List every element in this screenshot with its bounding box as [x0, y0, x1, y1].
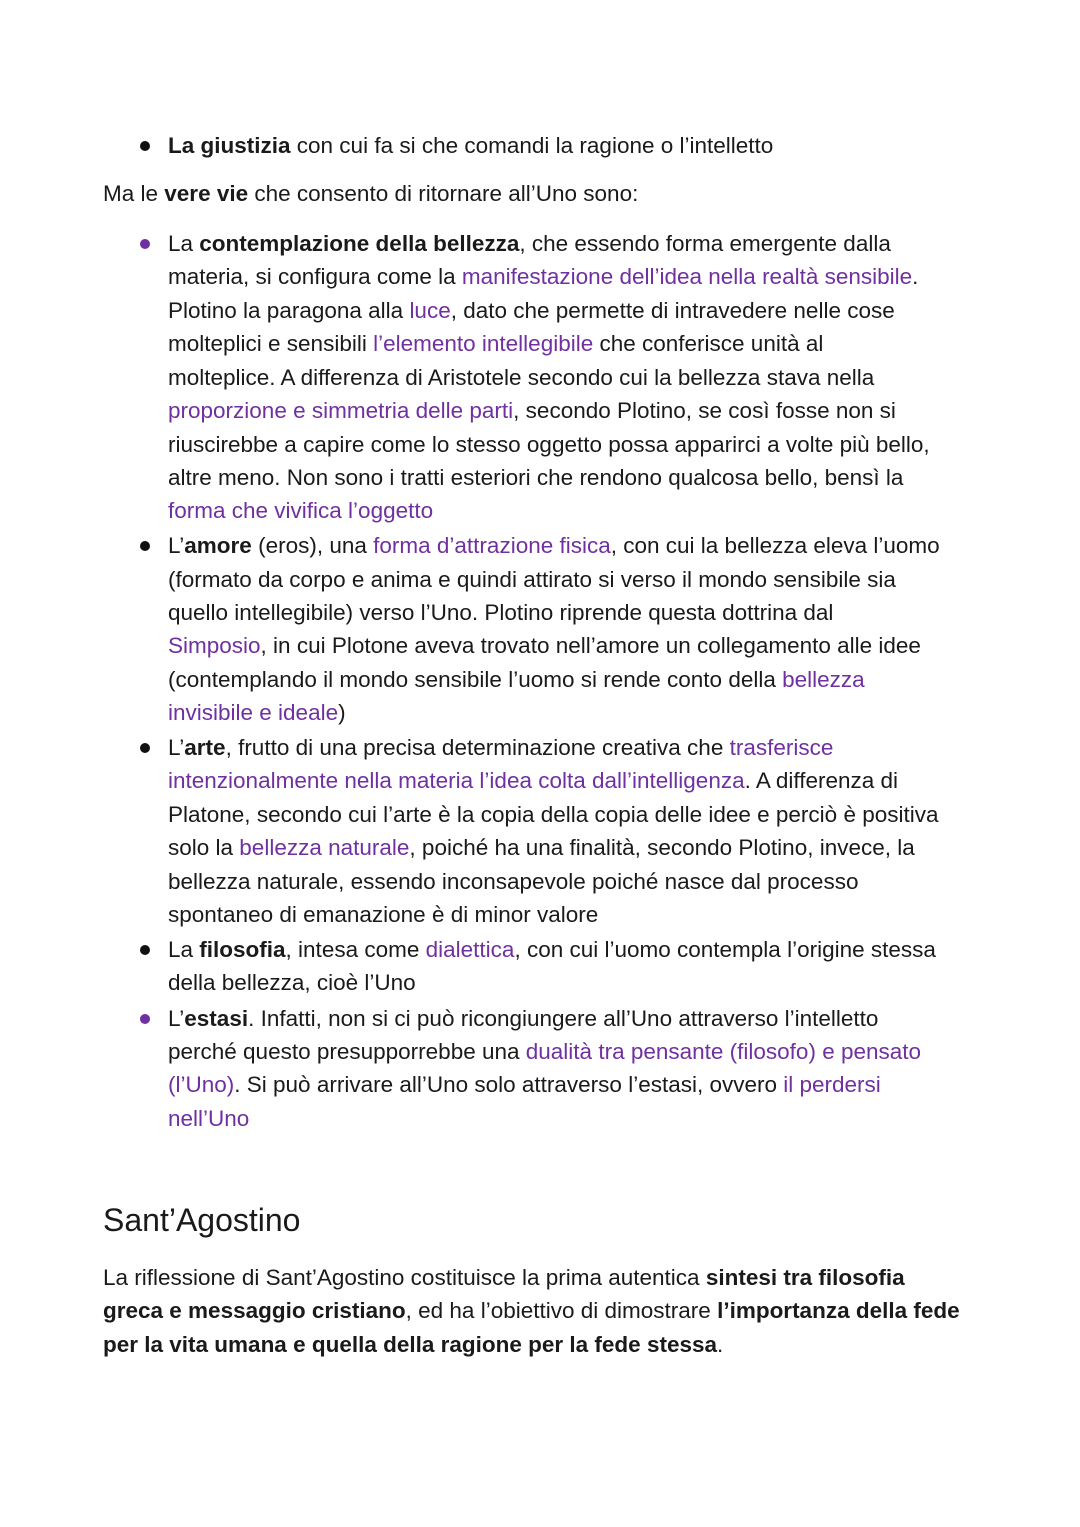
text-segment: (eros), una: [251, 533, 374, 558]
text-line: [168, 1037, 921, 1067]
text-line: [168, 496, 433, 526]
highlighted-text: dialettica: [425, 937, 515, 962]
text-line: [168, 935, 936, 965]
text-segment: (contemplando il mondo sensibile l’uomo si rende conto della: [168, 667, 783, 692]
text-line: [168, 900, 598, 930]
text-segment: , con cui l’uomo contempla l’origine stessa: [514, 937, 936, 962]
text-line: [103, 1330, 723, 1360]
text-segment: riuscirebbe a capire come lo stesso oggetto possa apparirci a volte più bello,: [168, 432, 930, 457]
text-line: [168, 1004, 878, 1034]
text-line: [168, 131, 773, 161]
highlighted-text: forma d’attrazione fisica: [373, 533, 611, 558]
text-line: [168, 329, 823, 359]
bullet-icon: [140, 541, 150, 551]
highlighted-text: nell’Uno: [168, 1106, 250, 1131]
bold-text: vere vie: [164, 181, 249, 206]
text-segment: Ma le: [103, 181, 165, 206]
text-segment: con cui fa si che comandi la ragione o l’intelletto: [290, 133, 774, 158]
text-segment: ): [338, 700, 346, 725]
text-line: [168, 296, 895, 326]
bold-text: per la vita umana e quella della ragione per la fede stessa: [103, 1332, 718, 1357]
text-segment: bellezza naturale, essendo inconsapevole poiché nasce dal processo: [168, 869, 859, 894]
text-segment: che conferisce unità al: [593, 331, 824, 356]
text-segment: , secondo Plotino, se così fosse non si: [513, 398, 896, 423]
highlighted-text: bellezza: [782, 667, 865, 692]
text-segment: . A differenza di: [744, 768, 899, 793]
text-segment: molteplice. A differenza di Aristotele secondo cui la bellezza stava nella: [168, 365, 875, 390]
bold-text: arte: [184, 735, 226, 760]
bullet-icon: [140, 141, 150, 151]
text-line: [168, 968, 416, 998]
highlighted-text: Simposio: [168, 633, 261, 658]
text-segment: , frutto di una precisa determinazione creativa che: [225, 735, 730, 760]
bold-text: amore: [184, 533, 252, 558]
text-segment: , che essendo forma emergente dalla: [519, 231, 891, 256]
text-segment: Platone, secondo cui l’arte è la copia della copia delle idee e perciò è positiva: [168, 802, 939, 827]
text-segment: , in cui Plotone aveva trovato nell’amore un collegamento alle idee: [260, 633, 921, 658]
highlighted-text: forma che vivifica l’oggetto: [168, 498, 434, 523]
bold-text: sintesi tra filosofia: [705, 1265, 905, 1290]
bold-text: contemplazione della bellezza: [199, 231, 520, 256]
text-line: [103, 179, 638, 209]
bold-text: La giustizia: [168, 133, 291, 158]
text-line: [103, 1296, 960, 1326]
text-line: [168, 833, 915, 863]
text-segment: La: [168, 231, 200, 256]
text-segment: , ed ha l’obiettivo di dimostrare: [405, 1298, 718, 1323]
text-segment: che consento di ritornare all’Uno sono:: [248, 181, 639, 206]
text-line: [168, 766, 898, 796]
highlighted-text: l’elemento intellegibile: [373, 331, 594, 356]
text-segment: .: [912, 264, 919, 289]
text-segment: La: [168, 937, 200, 962]
text-segment: materia, si configura come la: [168, 264, 462, 289]
bullet-icon: [140, 945, 150, 955]
highlighted-text: dualità tra pensante (filosofo) e pensato: [525, 1039, 922, 1064]
text-line: [103, 1263, 905, 1293]
bold-text: estasi: [184, 1006, 249, 1031]
highlighted-text: manifestazione dell’idea nella realtà sensibile: [461, 264, 913, 289]
text-line: [168, 867, 858, 897]
text-line: [168, 463, 903, 493]
text-segment: solo la: [168, 835, 240, 860]
text-line: [168, 800, 939, 830]
text-line: [168, 1104, 249, 1134]
text-segment: La riflessione di Sant’Agostino costituisce la prima autentica: [103, 1265, 706, 1290]
highlighted-text: invisibile e ideale: [168, 700, 339, 725]
text-segment: , con cui la bellezza eleva l’uomo: [610, 533, 940, 558]
bold-text: greca e messaggio cristiano: [103, 1298, 406, 1323]
text-segment: , dato che permette di intravedere nelle cose: [450, 298, 895, 323]
text-line: [168, 396, 896, 426]
text-line: [168, 733, 833, 763]
bold-text: filosofia: [199, 937, 286, 962]
text-segment: perché questo presupporrebbe una: [168, 1039, 526, 1064]
highlighted-text: trasferisce: [729, 735, 834, 760]
text-segment: spontaneo di emanazione è di minor valore: [168, 902, 599, 927]
text-segment: . Si può arrivare all’Uno solo attraverso l’estasi, ovvero: [234, 1072, 784, 1097]
text-line: [168, 565, 896, 595]
text-segment: .: [717, 1332, 724, 1357]
text-segment: (formato da corpo e anima e quindi attirato si verso il mondo sensibile sia: [168, 567, 896, 592]
text-segment: quello intellegibile) verso l’Uno. Plotino riprende questa dottrina dal: [168, 600, 834, 625]
text-line: [168, 1070, 881, 1100]
bullet-icon: [140, 1014, 150, 1024]
text-segment: L’: [168, 533, 185, 558]
text-line: [168, 665, 865, 695]
text-line: [168, 598, 833, 628]
text-segment: , poiché ha una finalità, secondo Plotino, invece, la: [409, 835, 915, 860]
highlighted-text: il perdersi: [783, 1072, 881, 1097]
text-segment: molteplici e sensibili: [168, 331, 374, 356]
bold-text: l’importanza della fede: [717, 1298, 960, 1323]
bullet-icon: [140, 239, 150, 249]
highlighted-text: (l’Uno): [168, 1072, 235, 1097]
text-segment: L’: [168, 735, 185, 760]
highlighted-text: bellezza naturale: [239, 835, 410, 860]
text-line: [168, 229, 891, 259]
text-segment: altre meno. Non sono i tratti esteriori che rendono qualcosa bello, bensì la: [168, 465, 904, 490]
highlighted-text: intenzionalmente nella materia l’idea colta dall’intelligenza: [168, 768, 745, 793]
section-heading-sant-agostino: Sant’Agostino: [103, 1202, 301, 1238]
text-line: [168, 363, 874, 393]
text-line: [168, 631, 921, 661]
bullet-icon: [140, 743, 150, 753]
text-line: [168, 531, 940, 561]
text-segment: . Infatti, non si ci può ricongiungere all’Uno attraverso l’intelletto: [248, 1006, 879, 1031]
text-line: [168, 698, 346, 728]
text-line: [168, 430, 930, 460]
highlighted-text: proporzione e simmetria delle parti: [168, 398, 514, 423]
text-segment: L’: [168, 1006, 185, 1031]
text-segment: , intesa come: [285, 937, 426, 962]
text-line: [168, 262, 918, 292]
text-segment: Plotino la paragona alla: [168, 298, 410, 323]
text-segment: della bellezza, cioè l’Uno: [168, 970, 416, 995]
highlighted-text: luce: [409, 298, 451, 323]
